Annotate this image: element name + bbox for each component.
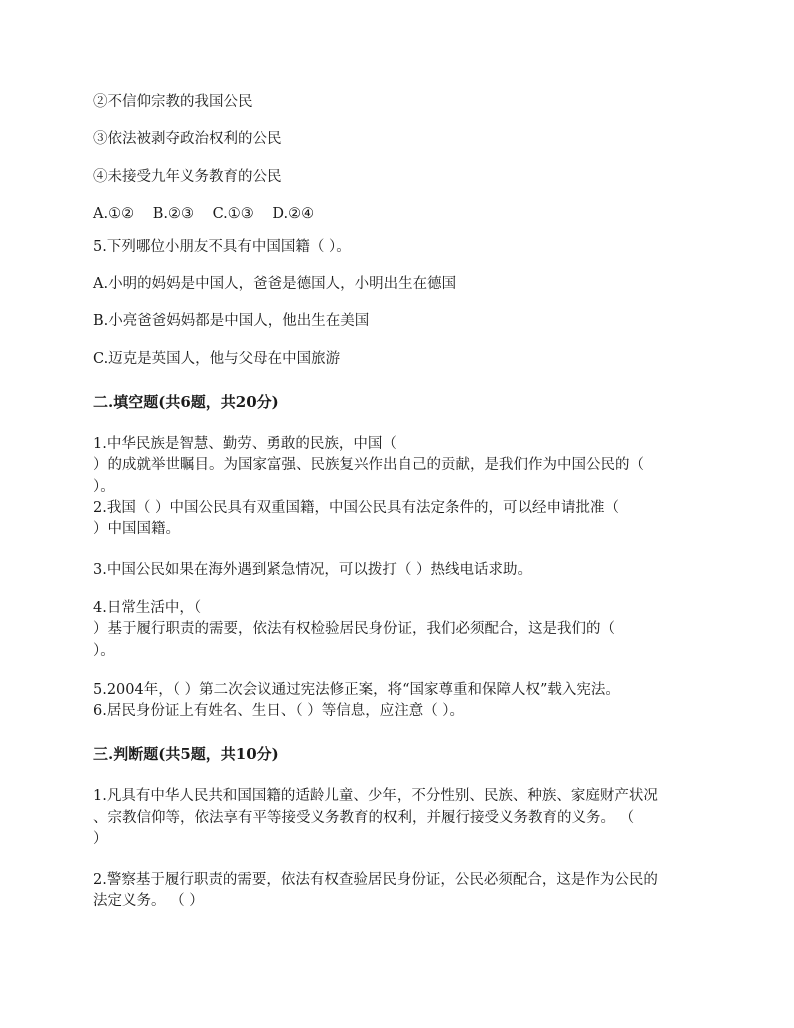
section-3-heading: 三.判断题(共5题，共10分) [93, 745, 279, 763]
option-line-4: ④未接受九年义务教育的公民 [93, 169, 282, 185]
fill-q4-line-3: ）。 [93, 643, 115, 659]
option-line-3: ③依法被剥夺政治权利的公民 [93, 131, 282, 147]
judge-q2-line-1: 2.警察基于履行职责的需要，依法有权查验居民身份证，公民必须配合，这是作为公民的 [93, 872, 658, 888]
answer-option-c: C.①③ [212, 206, 254, 222]
answer-options [93, 204, 724, 225]
fill-q1-line-1: 1.中华民族是智慧、勤劳、勇敢的民族，中国（ [93, 436, 397, 452]
judge-q1-line-1: 1.凡具有中华人民共和国国籍的适龄儿童、少年，不分性别、民族、种族、家庭财产状况 [93, 788, 658, 804]
fill-q1-line-3: ）。 [93, 479, 115, 495]
fill-q3: 3.中国公民如果在海外遇到紧急情况，可以拨打（ ）热线电话求助。 [93, 562, 532, 578]
option-line-2: ②不信仰宗教的我国公民 [93, 94, 253, 110]
answer-option-b: B.②③ [152, 206, 194, 222]
fill-q4-line-1: 4.日常生活中，（ [93, 600, 202, 616]
fill-q2-line-2: ）中国国籍。 [93, 521, 180, 537]
fill-q4-line-2: ）基于履行职责的需要，依法有权检验居民身份证，我们必须配合，这是我们的（ [93, 621, 615, 637]
question-5: 5.下列哪位小朋友不具有中国国籍（ ）。 [93, 239, 351, 255]
fill-q6: 6.居民身份证上有姓名、生日、（ ）等信息，应注意（ ）。 [93, 703, 465, 719]
fill-q5: 5.2004年，（ ）第二次会议通过宪法修正案，将“国家尊重和保障人权”载入宪法。 [93, 682, 620, 698]
judge-q1-line-3: ） [93, 831, 108, 847]
answer-option-d: D.②④ [272, 206, 315, 222]
question-5-option-a: A.小明的妈妈是中国人，爸爸是德国人，小明出生在德国 [93, 276, 457, 292]
judge-q1-line-2: 、宗教信仰等，依法享有平等接受义务教育的权利，并履行接受义务教育的义务。 （ [93, 810, 635, 826]
section-2-heading: 二.填空题(共6题，共20分) [93, 393, 279, 411]
judge-q2-line-2: 法定义务。 （ ） [93, 893, 204, 909]
question-5-option-b: B.小亮爸爸妈妈都是中国人，他出生在美国 [93, 313, 370, 329]
answer-option-a: A.①② [93, 206, 135, 222]
question-5-option-c: C.迈克是英国人，他与父母在中国旅游 [93, 351, 341, 367]
fill-q1-line-2: ）的成就举世瞩目。为国家富强、民族复兴作出自己的贡献，是我们作为中国公民的（ [93, 457, 644, 473]
fill-q2-line-1: 2.我国（ ）中国公民具有双重国籍，中国公民具有法定条件的，可以经申请批准（ [93, 500, 619, 516]
